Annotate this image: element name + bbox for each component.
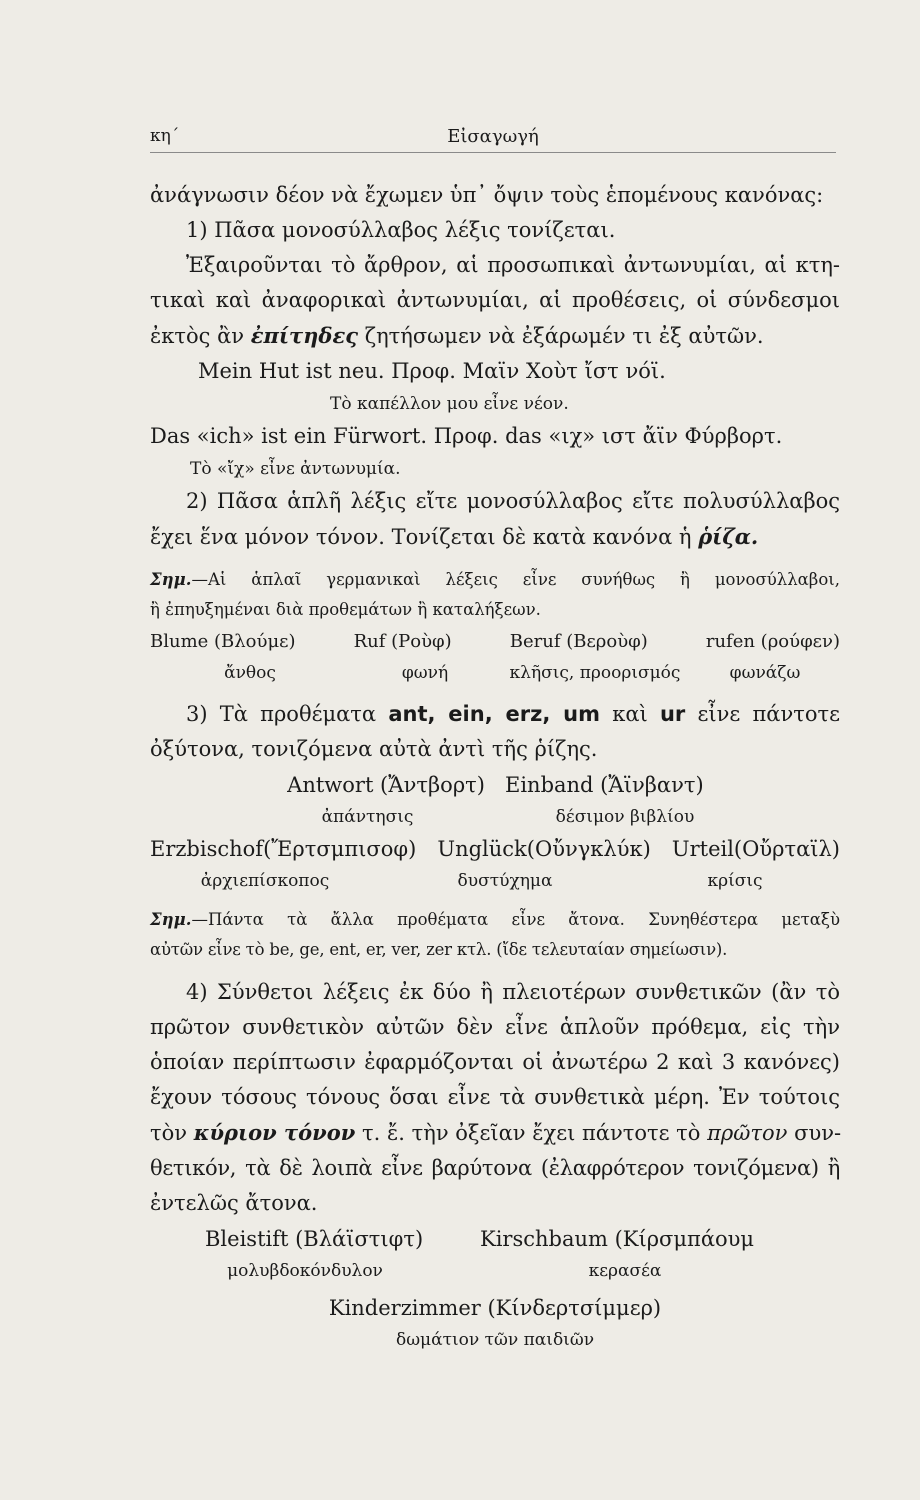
prefix: ur <box>659 702 686 726</box>
page-number: κη΄ <box>150 126 180 146</box>
gloss: φωνάζω <box>729 663 801 683</box>
word: Beruf (Βεροὺφ) <box>509 631 648 652</box>
text-line: ἐντελῶς ἄτονα. <box>150 1191 318 1215</box>
gloss-row <box>150 803 840 831</box>
text-span: ζητήσωμεν νὰ ἐξάρωμέν τι ἐξ αὐτῶν. <box>364 324 764 348</box>
gloss: κρίσις <box>707 871 763 891</box>
gloss: δωμάτιον τῶν παιδιῶν <box>395 1330 595 1350</box>
example-translation: Τὸ καπέλλον μου εἶνε νέον. <box>330 394 569 414</box>
emphasis: πρῶτον <box>707 1121 788 1145</box>
word: Ruf (Ροὺφ) <box>353 631 452 652</box>
running-title: Εἰσαγωγή <box>447 126 539 147</box>
text-line: ὁποίαν περίπτωσιν ἐφαρμόζονται οἱ ἀνωτέρω 2 καὶ 3 κανόνες) <box>150 1050 840 1074</box>
word: Kirschbaum (Κίρσμπάουμ <box>480 1227 755 1251</box>
text-line <box>150 318 840 354</box>
note-line: αὐτῶν εἶνε τὸ be, ge, ent, er, ver, zer κτλ. (ἴδε τελευταίαν σημείωσιν). <box>150 940 728 959</box>
note-line <box>150 565 840 595</box>
note-label: Σημ. <box>150 570 192 589</box>
prefix-list: ant, ein, erz, um <box>388 702 600 726</box>
page-body <box>150 178 840 1354</box>
word: Erzbischof(Ἔρτσμπισοφ) <box>150 837 417 861</box>
gloss: κερασέα <box>588 1261 662 1281</box>
emphasis: ῥίζα. <box>698 524 759 549</box>
running-header <box>150 120 836 152</box>
text-span: εἶνε πάντοτε <box>697 702 840 726</box>
text-span: —Αἱ ἁπλαῖ γερμανικαὶ λέξεις εἶνε συνήθως ἢ μονοσύλλαβοι, <box>191 570 840 589</box>
text-line: θετικόν, τὰ δὲ λοιπὰ εἶνε βαρύτονα (ἐλαφρότερον τονιζόμενα) ἢ <box>150 1156 840 1180</box>
rule-2: 2) Πᾶσα ἁπλῆ λέξις εἴτε μονοσύλλαβος εἴτε πολυσύλλαβος <box>186 489 840 513</box>
example-translation: Τὸ «ἴχ» εἶνε ἀντωνυμία. <box>190 459 401 479</box>
note-line: ἢ ἐπηυξημέναι διὰ προθεμάτων ἢ καταλήξεων. <box>150 600 541 619</box>
text-span: ἐκτὸς ἂν <box>150 324 245 348</box>
word: Urteil(Οὔρταϊλ) <box>671 837 840 861</box>
text-line <box>150 519 840 555</box>
text-line <box>150 1115 840 1151</box>
text-span: τ. ἔ. τὴν ὀξεῖαν ἔχει πάντοτε τὸ <box>362 1121 701 1145</box>
gloss: κλῆσις, προορισμός <box>509 663 681 683</box>
gloss-row <box>150 867 840 895</box>
example-sentence: Das «ich» ist ein Fürwort. Προφ. das «ιχ» ιστ ἄϊν Φύρβορτ. <box>150 424 783 448</box>
word: Unglück(Οὔνγκλύκ) <box>437 837 651 861</box>
rule-4: 4) Σύνθετοι λέξεις ἐκ δύο ἢ πλειοτέρων συνθετικῶν (ἂν τὸ <box>186 980 840 1004</box>
word: Einband (Ἄϊνβαντ) <box>505 773 704 797</box>
text-span: καὶ <box>612 702 648 726</box>
example-word: Kinderzimmer (Κίνδερτσίμμερ) <box>328 1296 662 1320</box>
gloss: ἀπάντησις <box>321 807 414 827</box>
text-span: —Πάντα τὰ ἄλλα προθέματα εἶνε ἄτονα. Συνηθέστερα μεταξὺ <box>191 910 840 929</box>
text-span: 3) Τὰ προθέματα <box>186 702 377 726</box>
note-line <box>150 905 840 935</box>
gloss: ἀρχιεπίσκοπος <box>200 871 330 891</box>
example-sentence: Mein Hut ist neu. Προφ. Μαϊν Χοὺτ ἴστ νόϊ. <box>198 359 666 383</box>
text-line: ἀνάγνωσιν δέον νὰ ἔχωμεν ὑπ᾽ ὄψιν τοὺς ἑπομένους κανόνας: <box>150 183 824 207</box>
gloss: μολυβδοκόνδυλον <box>227 1261 383 1281</box>
text-line: πρῶτον συνθετικὸν αὐτῶν δὲν εἶνε ἁπλοῦν πρόθεμα, εἰς τὴν <box>150 1015 840 1039</box>
example-row <box>150 1221 840 1257</box>
gloss: ἄνθος <box>224 663 276 683</box>
rule-3 <box>150 697 840 732</box>
word: Bleistift (Βλάϊστιφτ) <box>205 1227 424 1251</box>
word: rufen (ρούφεν) <box>705 631 840 652</box>
note-label: Σημ. <box>150 910 192 929</box>
text-line: ὀξύτονα, τονιζόμενα αὐτὰ ἀντὶ τῆς ῥίζης. <box>150 737 598 761</box>
gloss: δέσιμον βιβλίου <box>555 807 695 827</box>
text-line: Ἐξαιροῦνται τὸ ἄρθρον, αἱ προσωπικαὶ ἀντωνυμίαι, αἱ κτη- <box>186 253 840 277</box>
gloss-row <box>150 659 840 687</box>
text-line: ἔχουν τόσους τόνους ὅσαι εἶνε τὰ συνθετικὰ μέρη. Ἐν τούτοις <box>150 1085 840 1109</box>
word: Blume (Βλούμε) <box>150 631 296 652</box>
text-span: συν- <box>794 1121 842 1145</box>
emphasis: ἐπίτηδες <box>250 323 358 348</box>
gloss: φωνή <box>401 663 449 683</box>
gloss: δυστύχημα <box>457 871 553 891</box>
text-span: ἔχει ἕνα μόνον τόνον. Τονίζεται δὲ κατὰ κανόνα ἡ <box>150 525 692 549</box>
word: Antwort (Ἄντβορτ) <box>287 773 485 797</box>
gloss-row <box>150 1257 840 1285</box>
example-row <box>150 831 840 867</box>
example-row <box>150 767 840 803</box>
text-span: τὸν <box>150 1121 188 1145</box>
gloss-row <box>150 1326 840 1354</box>
text-line: τικαὶ καὶ ἀναφορικαὶ ἀντωνυμίαι, αἱ προθέσεις, οἱ σύνδεσμοι <box>150 288 840 312</box>
rule-1: 1) Πᾶσα μονοσύλλαβος λέξις τονίζεται. <box>186 218 616 242</box>
emphasis: κύριον τόνον <box>193 1120 356 1145</box>
header-rule <box>150 152 836 153</box>
example-row <box>150 625 840 659</box>
